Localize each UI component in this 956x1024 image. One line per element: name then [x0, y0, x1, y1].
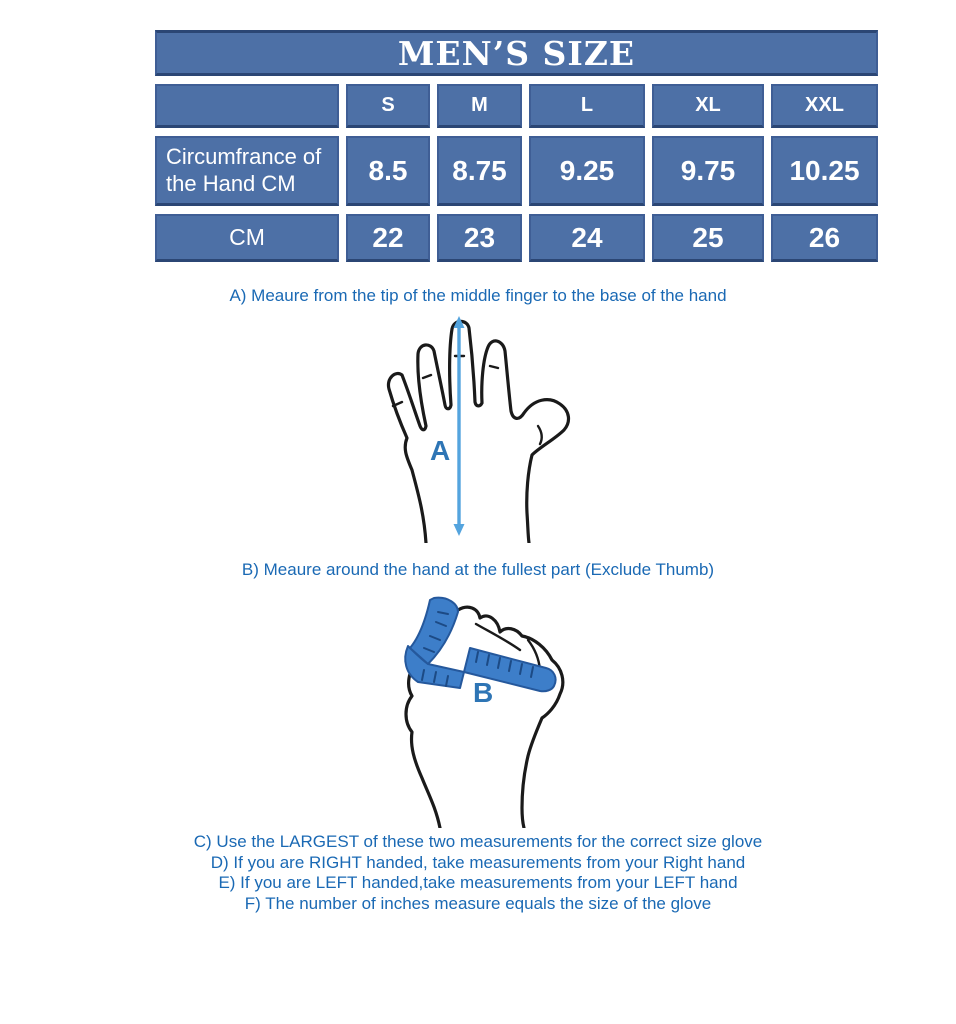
circumference-value-s: 8.5: [346, 136, 430, 206]
cm-value-xxl: 26: [771, 214, 878, 262]
circumference-value-l: 9.25: [529, 136, 645, 206]
instruction-line-f: F) The number of inches measure equals the size of the glove: [244, 894, 712, 914]
instruction-line-a: A) Meaure from the tip of the middle finger to the base of the hand: [229, 286, 727, 305]
corner-cell: [155, 84, 339, 128]
row-label-cm: CM: [155, 214, 339, 262]
table-title: MEN’S SIZE: [155, 30, 878, 76]
hand-length-figure: [368, 308, 588, 543]
figure-label-a: A: [430, 435, 451, 466]
size-header-l: L: [529, 84, 645, 128]
size-header-xl: XL: [652, 84, 764, 128]
instruction-line-d: D) If you are RIGHT handed, take measurements from your Right hand: [210, 852, 746, 872]
instruction-block: [0, 832, 956, 915]
circumference-value-xl: 9.75: [652, 136, 764, 206]
cm-value-xl: 25: [652, 214, 764, 262]
mens-size-table: [155, 30, 878, 262]
hand-girth-figure: [378, 588, 598, 828]
instruction-line-c: C) Use the LARGEST of these two measurements for the correct size glove: [193, 832, 763, 851]
size-header-xxl: XXL: [771, 84, 878, 128]
size-header-s: S: [346, 84, 430, 128]
circumference-value-m: 8.75: [437, 136, 522, 206]
circumference-value-xxl: 10.25: [771, 136, 878, 206]
cm-value-l: 24: [529, 214, 645, 262]
cm-value-s: 22: [346, 214, 430, 262]
figure-label-b: B: [473, 677, 494, 708]
size-header-m: M: [437, 84, 522, 128]
row-label-circumference: Circumfrance of the Hand CM: [155, 136, 339, 206]
instruction-line-e: E) If you are LEFT handed,take measurements from your LEFT hand: [218, 873, 738, 893]
instruction-line-b: B) Meaure around the hand at the fullest part (Exclude Thumb): [241, 560, 715, 579]
cm-value-m: 23: [437, 214, 522, 262]
